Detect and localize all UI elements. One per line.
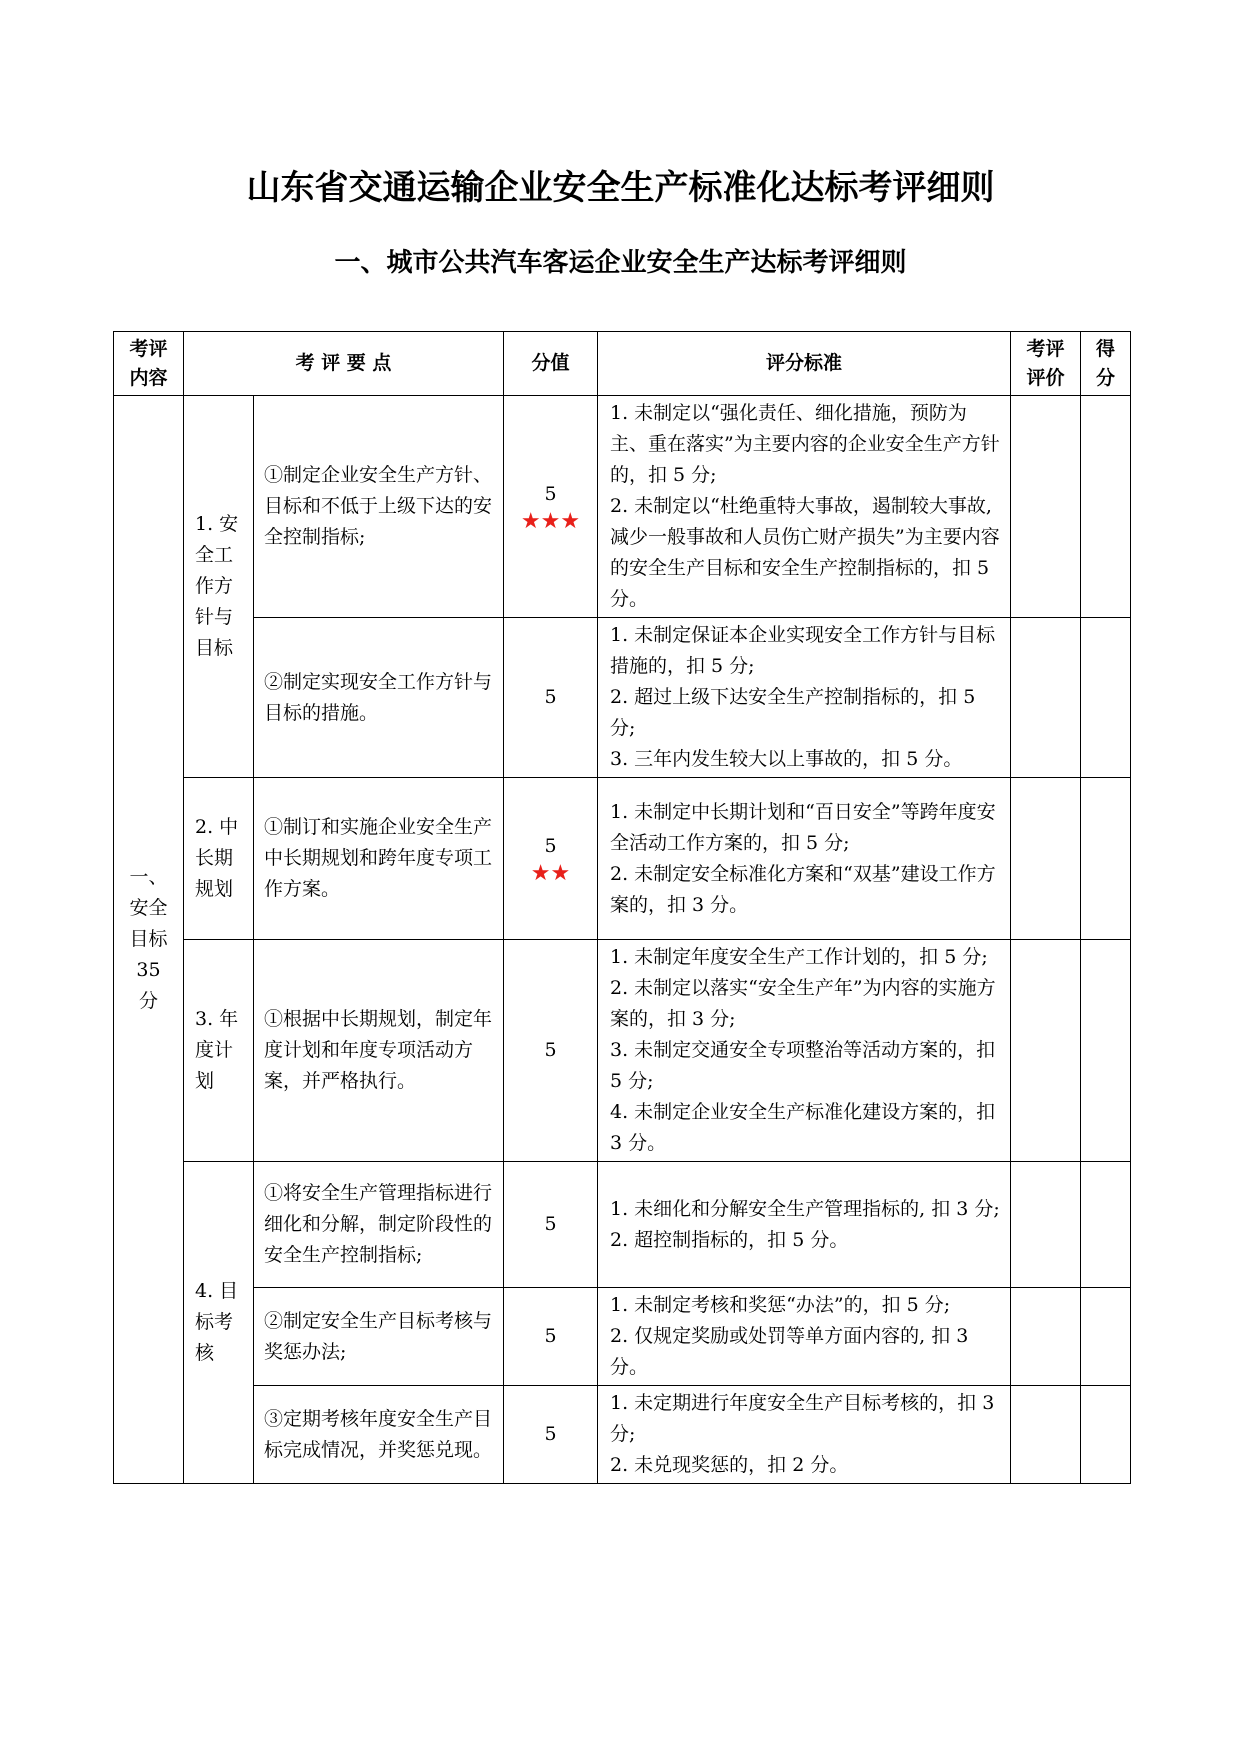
table-row (114, 618, 1131, 778)
result-cell[interactable] (1081, 396, 1131, 618)
category-cell: 一、 安全 目标 35 分 (114, 396, 184, 1484)
score-cell: 5 (504, 1386, 598, 1484)
result-cell[interactable] (1081, 1288, 1131, 1386)
point-cell: ①根据中长期规划，制定年度计划和年度专项活动方案，并严格执行。 (254, 940, 504, 1162)
score-cell: 5 ★★ (504, 778, 598, 940)
point-cell: ①制定企业安全生产方针、目标和不低于上级下达的安全控制指标; (254, 396, 504, 618)
evaluation-table (113, 331, 1131, 1484)
point-cell: ①将安全生产管理指标进行细化和分解，制定阶段性的安全生产控制指标; (254, 1162, 504, 1288)
table-row (114, 396, 1131, 618)
item-cell: 2. 中 长期 规划 (184, 778, 254, 940)
point-cell: ①制订和实施企业安全生产中长期规划和跨年度专项工作方案。 (254, 778, 504, 940)
header-row (114, 332, 1131, 396)
star-rating: ★★ (530, 861, 571, 886)
table-row (114, 1386, 1131, 1484)
point-cell: ③定期考核年度安全生产目标完成情况，并奖惩兑现。 (254, 1386, 504, 1484)
table-row (114, 940, 1131, 1162)
criteria-cell: 1. 未制定保证本企业实现安全工作方针与目标措施的，扣 5 分; 2. 超过上级下达安全生产控制指标的，扣 5 分; 3. 三年内发生较大以上事故的，扣 5 分。 (598, 618, 1011, 778)
header-points: 考 评 要 点 (184, 332, 504, 396)
criteria-cell: 1. 未制定考核和奖惩“办法”的，扣 5 分; 2. 仅规定奖励或处罚等单方面内容的, 扣 3 分。 (598, 1288, 1011, 1386)
header-result: 得 分 (1081, 332, 1131, 396)
item-cell: 4. 目 标考 核 (184, 1162, 254, 1484)
point-cell: ②制定实现安全工作方针与目标的措施。 (254, 618, 504, 778)
result-cell[interactable] (1081, 1386, 1131, 1484)
score-cell: 5 (504, 1288, 598, 1386)
result-cell[interactable] (1081, 940, 1131, 1162)
score-cell: 5 (504, 1162, 598, 1288)
criteria-cell: 1. 未制定年度安全生产工作计划的，扣 5 分; 2. 未制定以落实“安全生产年”为内容的实施方案的，扣 3 分; 3. 未制定交通安全专项整治等活动方案的，扣 5 分; 4. 未制定企业安全生产标准化建设方案的，扣 3 分。 (598, 940, 1011, 1162)
header-criteria: 评分标准 (598, 332, 1011, 396)
item-cell: 1. 安 全工 作方 针与 目标 (184, 396, 254, 778)
table-row (114, 1162, 1131, 1288)
criteria-cell: 1. 未制定以“强化责任、细化措施，预防为主、重在落实”为主要内容的企业安全生产方针的，扣 5 分; 2. 未制定以“杜绝重特大事故，遏制较大事故,减少一般事故和人员伤亡财产损失”为主要内容的安全生产目标和安全生产控制指标的，扣 5 分。 (598, 396, 1011, 618)
evaluation-cell[interactable] (1011, 1386, 1081, 1484)
evaluation-cell[interactable] (1011, 618, 1081, 778)
result-cell[interactable] (1081, 1162, 1131, 1288)
evaluation-cell[interactable] (1011, 1288, 1081, 1386)
criteria-cell: 1. 未定期进行年度安全生产目标考核的，扣 3 分; 2. 未兑现奖惩的，扣 2 分。 (598, 1386, 1011, 1484)
result-cell[interactable] (1081, 618, 1131, 778)
document-subtitle: 一、城市公共汽车客运企业安全生产达标考评细则 (334, 248, 907, 278)
score-cell: 5 ★★★ (504, 396, 598, 618)
header-evaluation: 考评 评价 (1011, 332, 1081, 396)
point-cell: ②制定安全生产目标考核与奖惩办法; (254, 1288, 504, 1386)
header-content: 考评 内容 (114, 332, 184, 396)
result-cell[interactable] (1081, 778, 1131, 940)
star-rating: ★★★ (520, 509, 581, 534)
table-row (114, 1288, 1131, 1386)
score-cell: 5 (504, 618, 598, 778)
item-cell: 3. 年 度计 划 (184, 940, 254, 1162)
criteria-cell: 1. 未细化和分解安全生产管理指标的, 扣 3 分; 2. 超控制指标的，扣 5 分。 (598, 1162, 1011, 1288)
evaluation-cell[interactable] (1011, 1162, 1081, 1288)
criteria-cell: 1. 未制定中长期计划和“百日安全”等跨年度安全活动工作方案的，扣 5 分; 2. 未制定安全标准化方案和“双基”建设工作方案的，扣 3 分。 (598, 778, 1011, 940)
table-row (114, 778, 1131, 940)
score-cell: 5 (504, 940, 598, 1162)
evaluation-cell[interactable] (1011, 396, 1081, 618)
evaluation-cell[interactable] (1011, 940, 1081, 1162)
document-title: 山东省交通运输企业安全生产标准化达标考评细则 (246, 168, 995, 208)
evaluation-cell[interactable] (1011, 778, 1081, 940)
header-score: 分值 (504, 332, 598, 396)
